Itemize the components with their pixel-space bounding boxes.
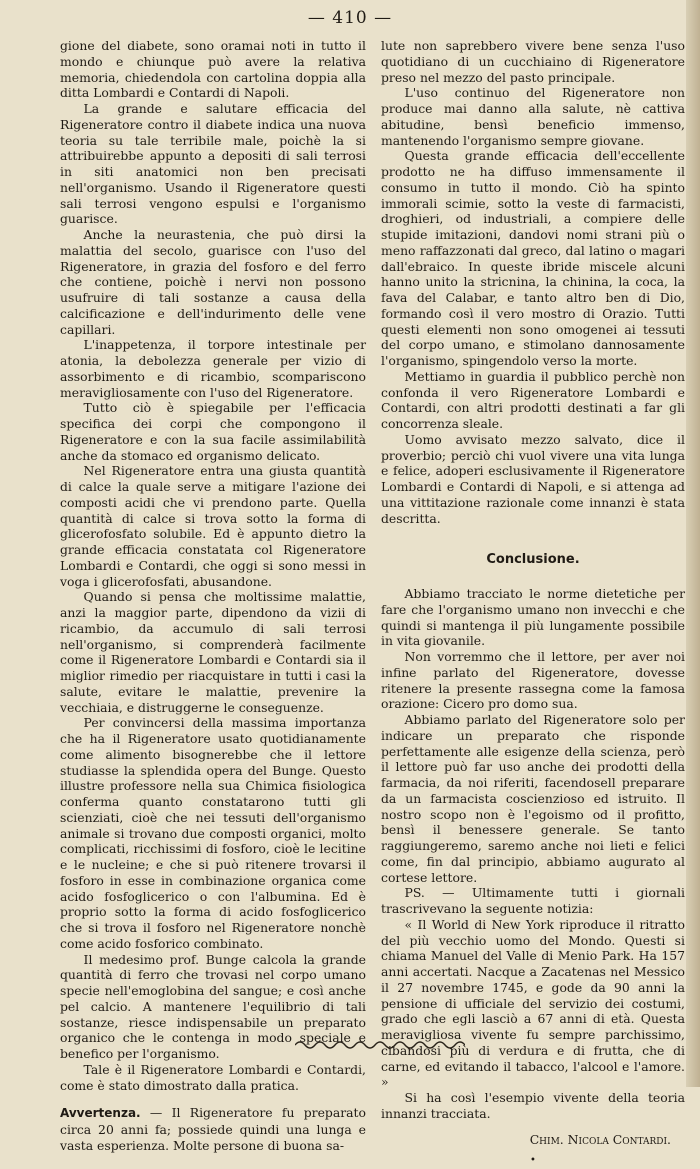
paragraph: Tutto ciò è spiegabile per l'efficacia specifica dei corpi che compongono il Rigeneratore e con la sua facile assimilabilità anche da stomaco ed organismo delicato. — [60, 400, 366, 463]
paragraph: Uomo avvisato mezzo salvato, dice il proverbio; perciò chi vuol vivere una vita lunga e felice, adoperi esclusivamente il Rigeneratore Lombardi e Contardi di Napoli, e si attenga ad una vittitazione razionale come innanzi è stata descritta. — [381, 431, 685, 526]
paragraph: La grande e salutare efficacia del Rigeneratore contro il diabete indica una nuova teoria su tale terribile male, poichè la si attribuirebbe appunto a depositi di sali terrosi in siti anatomici non ben precisati nell'organismo. Usando il Rigeneratore questi sali terrosi vengono espulsi e l'organismo guarisce. — [60, 101, 366, 227]
paragraph: Per convincersi della massima importanza che ha il Rigeneratore usato quotidianamente come alimento bisognerebbe che il lettore studiasse la splendida opera del Bunge. Questo illustre professore nella sua Chimica fisiologica conferma quanto constatarono tutti gli scienziati, cioè che nei tessuti dell'organismo animale si trovano due composti organici, molto complicati, ricchissimi di fosforo, cioè le lecitine e le nucleine; e che si può ritenere trovarsi il fosforo in esse in combinazione organica come acido fosfoglicerico o con l'albumina. Ed è proprio sotto la forma di acido fosfoglicerico che si trova il fosforo nel Rigeneratore nonchè come acido fosforico combinato. — [60, 715, 366, 951]
ornament-dot: • — [530, 1155, 536, 1167]
page-number: — 410 — — [307, 8, 393, 28]
paragraph: Abbiamo tracciato le norme dietetiche per fare che l'organismo umano non invecchi e che quindi si mantenga il più lungamente possibile in vita giovanile. — [381, 586, 685, 649]
advertisement-text: — Il Rigeneratore fu preparato circa 20 anni fa; possiede quindi una lunga e vasta esperienza. Molte persone di buona sa- — [60, 1105, 366, 1153]
paragraph: Mettiamo in guardia il pubblico perchè non confonda il vero Rigeneratore Lombardi e Contardi, con altri prodotti destinati a far gli concorrenza sleale. — [381, 368, 685, 431]
right-column — [381, 38, 685, 1169]
paragraph: Anche la neurastenia, che può dirsi la malattia del secolo, guarisce con l'uso del Rigeneratore, in grazia del fosforo e del ferro che contiene, poichè i nervi non possono usufruire di tali sostanze a causa della calcificazione e dell'indurimento delle vene capillari. — [60, 227, 366, 337]
page-edge-shadow — [686, 0, 700, 1087]
paragraph: Quando si pensa che moltissime malattie, anzi la maggior parte, dipendono da vizii di ricambio, da accumulo di sali terrosi nell'organismo, si comprenderà facilmente come il Rigeneratore Lombardi e Contardi sia il miglior rimedio per riacquistare in tutti i casi la salute, evitare le malattie, prevenire la vecchiaia, e distruggerne le conseguenze. — [60, 589, 366, 715]
paragraph: Si ha così l'esempio vivente della teoria innanzi tracciata. — [381, 1090, 685, 1121]
left-column — [60, 38, 366, 1154]
signature: Chim. Nicola Contardi. — [529, 1131, 671, 1147]
paragraph: gione del diabete, sono oramai noti in tutto il mondo e chiunque può avere la relativa memoria, chiedendola con cartolina doppia alla ditta Lombardi e Contardi di Napoli. — [60, 38, 366, 101]
paragraph: Il medesimo prof. Bunge calcola la grande quantità di ferro che trovasi nel corpo umano specie nell'emoglobina del sangue; e così anche pel calcio. A mantenere l'equilibrio di tali sostanze, riesce indispensabile un preparato organico che le contenga in modo speciale e benefico per l'organismo. — [60, 951, 366, 1061]
advertisement-label: Avvertenza. — [60, 1106, 141, 1121]
advertisement-note — [60, 1105, 366, 1153]
paragraph: Non vorremmo che il lettore, per aver noi infine parlato del Rigeneratore, dovesse ritenere la presente rassegna come la famosa orazione: Cicero pro domo sua. — [381, 649, 685, 712]
paragraph: Abbiamo parlato del Rigeneratore solo per indicare un preparato che risponde perfettamente alle esigenze della scienza, però il lettore può far uso anche dei prodotti della farmacia, da noi riferiti, facendosell preparare da un farmacista coscienzioso ed istruito. Il nostro scopo non è l'egoismo od il profitto, bensì il benessere generale. Se tanto raggiungeremo, saremo anche noi lieti e felici come, fin dal principio, abbiamo augurato al cortese lettore. — [381, 712, 685, 885]
paragraph: L'inappetenza, il torpore intestinale per atonia, la debolezza generale per vizio di assorbimento e di ricambio, scompariscono meravigliosamente con l'uso del Rigeneratore. — [60, 337, 366, 400]
paragraph: Tale è il Rigeneratore Lombardi e Contardi, come è stato dimostrato dalla pratica. — [60, 1061, 366, 1093]
postscript: PS. — Ultimamente tutti i giornali trascrivevano la seguente notizia: — [381, 885, 685, 916]
section-title: Conclusione. — [486, 552, 580, 568]
paragraph: lute non saprebbero vivere bene senza l'uso quotidiano di un cucchiaino di Rigeneratore preso nel mezzo del pasto principale. — [381, 38, 685, 85]
paragraph: Nel Rigeneratore entra una giusta quantità di calce la quale serve a mitigare l'azione dei composti acidi che vi prendono parte. Quella quantità di calce si trova sotto la forma di glicerofosfato solubile. Ed è appunto dietro la grande efficacia constatata col Rigeneratore Lombardi e Contardi, che oggi si sono messi in voga i glicerofosfati, abusandone. — [60, 463, 366, 589]
wave-ornament — [295, 1038, 465, 1052]
paragraph: Questa grande efficacia dell'eccellente prodotto ne ha diffuso immensamente il consumo in tutto il mondo. Ciò ha spinto immorali scimie, sotto la veste di farmacisti, droghieri, od industriali, a compiere delle stupide imitazioni, dandovi nomi strani più o meno raffazzonati dal greco, dal latino o magari dall'ebraico. In queste ibride miscele alcuni hanno unito la stricnina, la chinina, la coca, la fava del Calabar, e tanto altro ben di Dio, formando così il vero mostro di Orazio. Tutti questi elementi non sono omogenei ai tessuti del corpo umano, e stimolano dannosamente l'organismo, spingendolo verso la morte. — [381, 148, 685, 368]
quoted-news: « Il World di New York riproduce il ritratto del più vecchio uomo del Mondo. Questi si chiama Manuel del Valle di Menio Park. Ha 157 anni accertati. Nacque a Zacatenas nel Messico il 27 novembre 1745, e gode da 90 anni la pensione di ufficiale del servizio dei costumi, grado che egli lasciò a 67 anni di età. Questa meravigliosa vivente fu sempre parchissimo, cibandosi più di verdura e di frutta, che di carne, ed evitando il tabacco, l'alcool e l'amore. » — [381, 916, 685, 1090]
paragraph: L'uso continuo del Rigeneratore non produce mai danno alla salute, nè cattiva abitudine, bensì beneficio immenso, mantenendo l'organismo sempre giovane. — [381, 85, 685, 148]
